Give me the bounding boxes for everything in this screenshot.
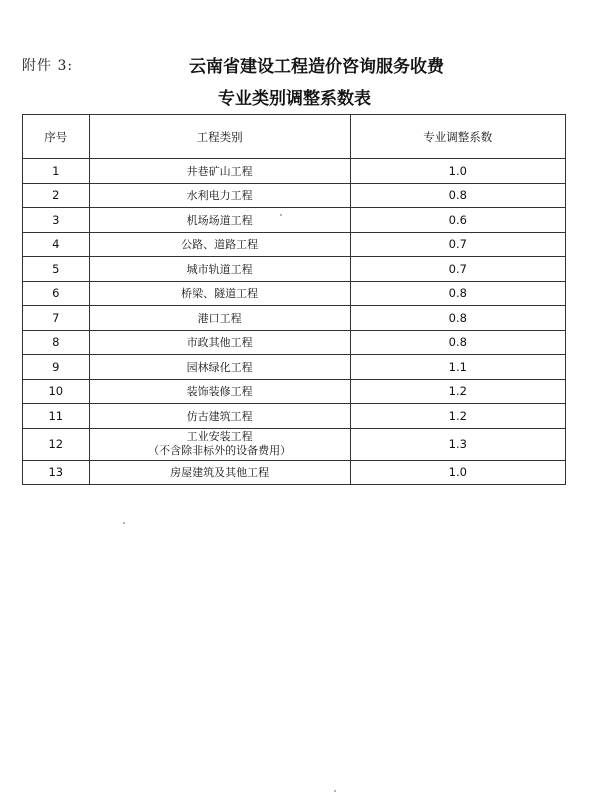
table-row [23,404,566,429]
row-category [89,232,350,257]
row-number: 10 [23,379,90,404]
row-number: 9 [23,355,90,380]
header-category: 工程类别 [89,115,350,159]
row-number: 6 [23,281,90,306]
row-category [89,460,350,485]
row-category [89,428,350,460]
category-label: 市政其他工程 [186,336,253,350]
row-number: 2 [23,183,90,208]
row-number: 1 [23,159,90,184]
category-note: （不含除非标外的设备费用） [148,444,292,457]
category-label: 水利电力工程 [186,189,253,203]
row-number: 7 [23,306,90,331]
header-no: 序号 [23,115,90,159]
table-row [23,232,566,257]
row-category [89,330,350,355]
table-row [23,428,566,460]
category-label: 井巷矿山工程 [186,164,253,178]
category-label: 园林绿化工程 [186,360,253,374]
row-number: 8 [23,330,90,355]
coefficient-table [22,114,566,485]
row-number: 3 [23,208,90,233]
row-coefficient: 1.1 [350,355,565,380]
row-coefficient: 1.0 [350,460,565,485]
row-category [89,306,350,331]
category-label: 港口工程 [197,311,242,325]
row-coefficient: 0.7 [350,232,565,257]
row-category [89,281,350,306]
row-category [89,208,350,233]
row-coefficient: 0.6 [350,208,565,233]
table-row [23,183,566,208]
table-row [23,281,566,306]
scan-speck [280,214,282,216]
category-label: 桥梁、隧道工程 [181,287,259,301]
category-label: 机场场道工程 [186,213,253,227]
table-row [23,306,566,331]
category-label: 仿古建筑工程 [186,409,253,423]
row-number: 4 [23,232,90,257]
row-category [89,404,350,429]
row-category [89,379,350,404]
row-number: 5 [23,257,90,282]
attachment-label: 附件 3: [22,58,74,74]
category-label: 城市轨道工程 [186,262,253,276]
row-number: 12 [23,428,90,460]
table-row [23,460,566,485]
row-coefficient: 0.8 [350,281,565,306]
scan-speck [123,522,125,524]
table-body [23,159,566,485]
row-number: 13 [23,460,90,485]
table-row [23,208,566,233]
row-number: 11 [23,404,90,429]
table-row [23,355,566,380]
category-label: 房屋建筑及其他工程 [170,466,270,480]
header-coefficient: 专业调整系数 [350,115,565,159]
scan-speck [334,790,336,792]
row-coefficient: 0.8 [350,330,565,355]
table-row [23,330,566,355]
document-title: 云南省建设工程造价咨询服务收费 [189,57,444,77]
row-coefficient: 1.2 [350,379,565,404]
row-category [89,355,350,380]
category-label: 工业安装工程 [186,430,253,443]
category-label: 公路、道路工程 [181,238,259,252]
row-category [89,257,350,282]
row-coefficient: 0.8 [350,183,565,208]
table-row [23,257,566,282]
row-coefficient: 1.3 [350,428,565,460]
table-row [23,379,566,404]
row-coefficient: 1.2 [350,404,565,429]
table-header-row [23,115,566,159]
category-label: 装饰装修工程 [186,385,253,399]
row-category [89,183,350,208]
row-coefficient: 1.0 [350,159,565,184]
row-coefficient: 0.7 [350,257,565,282]
row-coefficient: 0.8 [350,306,565,331]
row-category [89,159,350,184]
table-row [23,159,566,184]
document-subtitle: 专业类别调整系数表 [218,89,371,109]
